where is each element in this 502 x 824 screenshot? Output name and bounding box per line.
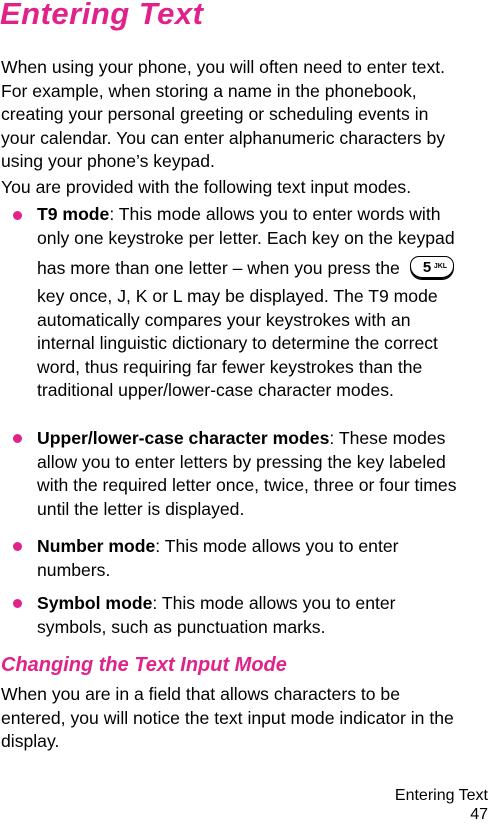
item-text: symbols, such as punctuation marks. bbox=[37, 616, 326, 637]
bullet-icon bbox=[13, 211, 22, 220]
section-line: display. bbox=[1, 731, 60, 751]
item-text: allow you to enter letters by pressing the key labeled bbox=[37, 451, 446, 472]
item-text: : This mode allows you to enter bbox=[155, 536, 399, 556]
term-t9-mode: T9 mode bbox=[37, 204, 110, 224]
item-text: only one keystroke per letter. Each key on the keypad bbox=[37, 227, 455, 248]
item-text: : This mode allows you to enter words with bbox=[109, 204, 441, 224]
bullet-icon bbox=[13, 542, 22, 551]
page-number: 47 bbox=[470, 806, 488, 823]
bullet-icon bbox=[13, 434, 22, 443]
term-symbol-mode: Symbol mode bbox=[37, 593, 153, 613]
intro-line: For example, when storing a name in the phonebook, bbox=[1, 80, 417, 101]
intro-paragraph bbox=[1, 56, 501, 174]
keypad-5-jkl-icon bbox=[410, 256, 454, 280]
intro-line: When using your phone, you will often need to enter text. bbox=[1, 57, 446, 77]
item-text: : These modes bbox=[329, 428, 446, 448]
list-item-t9-mode bbox=[37, 203, 502, 403]
bullet-icon bbox=[13, 599, 22, 608]
list-item-symbol-mode bbox=[37, 592, 502, 639]
section-heading: Changing the Text Input Mode bbox=[1, 654, 287, 676]
item-text: word, thus requiring far fewer keystrokes than the bbox=[37, 356, 423, 377]
footer-section-name: Entering Text bbox=[394, 787, 488, 804]
list-item-number-mode bbox=[37, 535, 502, 582]
page-title: Entering Text bbox=[0, 0, 204, 31]
key-number: 5 bbox=[422, 259, 432, 276]
item-text: key once, J, K or L may be displayed. The T9 mode bbox=[37, 286, 438, 306]
intro-line: creating your personal greeting or scheduling events in bbox=[1, 104, 429, 124]
item-text: until the letter is displayed. bbox=[37, 498, 245, 519]
page-footer bbox=[395, 786, 488, 824]
section-line: When you are in a field that allows characters to be bbox=[1, 684, 401, 704]
intro-line: your calendar. You can enter alphanumeric characters by bbox=[1, 127, 446, 148]
item-line-with-key bbox=[37, 250, 502, 285]
item-text: has more than one letter – when you press the bbox=[37, 258, 400, 278]
item-text: with the required letter once, twice, three or four times bbox=[37, 475, 457, 495]
key-letters: JKL bbox=[433, 263, 448, 270]
item-text: internal linguistic dictionary to determine the correct bbox=[37, 333, 438, 353]
item-text: automatically compares your keystrokes with an bbox=[37, 309, 411, 330]
item-text: numbers. bbox=[37, 559, 111, 580]
section-line: entered, you will notice the text input mode indicator in the bbox=[1, 707, 454, 728]
item-text: traditional upper/lower-case character modes. bbox=[37, 380, 394, 400]
intro-line: using your phone’s keypad. bbox=[1, 151, 215, 171]
list-item-case-modes bbox=[37, 427, 502, 521]
term-number-mode: Number mode bbox=[37, 536, 156, 556]
modes-intro: You are provided with the following text input modes. bbox=[1, 177, 412, 197]
item-text: : This mode allows you to enter bbox=[152, 593, 396, 613]
term-case-modes: Upper/lower-case character modes bbox=[37, 428, 330, 448]
section-paragraph bbox=[1, 683, 501, 754]
